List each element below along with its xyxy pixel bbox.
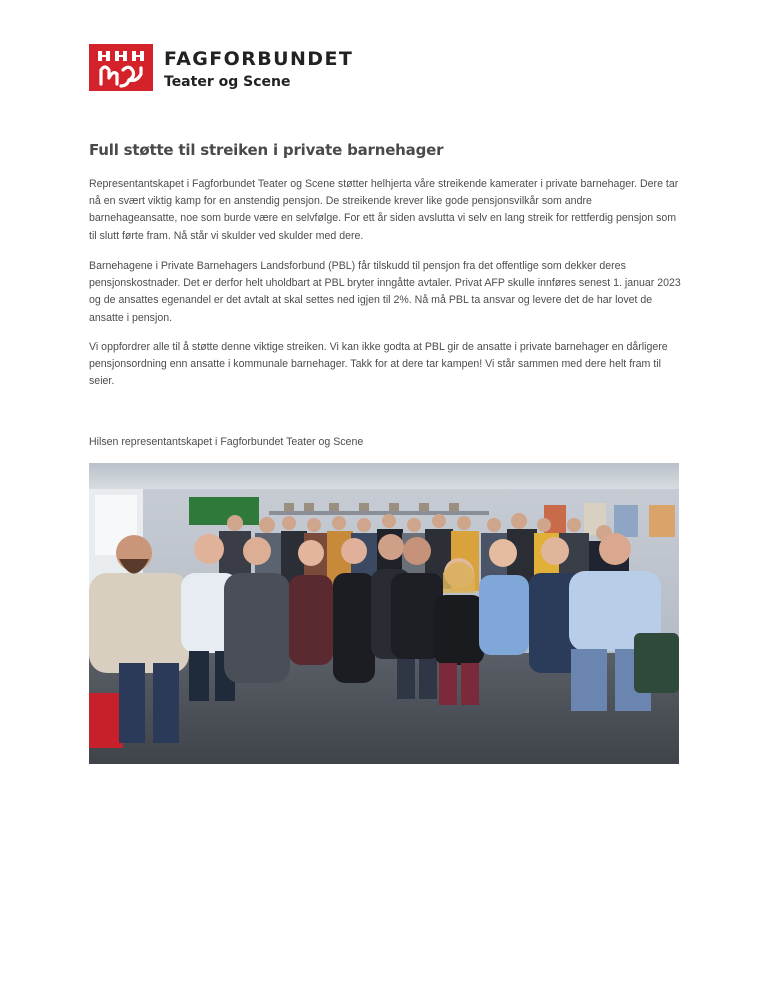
group-photo	[89, 463, 679, 764]
greeting: Hilsen representantskapet i Fagforbundet Teater og Scene	[89, 436, 364, 448]
paragraph-3: Vi oppfordrer alle til å støtte denne viktige streiken. Vi kan ikke godta at PBL gir de ansatte i private barnehager en dårligere pensjonsordning enn ansatte i kommunale barnehager. Takk for at dere tar kampen! Vi står sammen med dere helt fram til seier.	[89, 341, 668, 388]
fagforbundet-emblem-icon	[89, 44, 153, 91]
logo-name: FAGFORBUNDET	[164, 48, 354, 70]
article-title: Full støtte til streiken i private barnehager	[89, 141, 444, 159]
fagforbundet-logo	[89, 44, 353, 91]
paragraph-2: Barnehagene i Private Barnehagers Landsforbund (PBL) får tilskudd til pensjon fra det offentlige som dekker deres pensjonskostnader. Det er derfor helt uholdbart at PBL bryter inngåtte avtaler. Privat AFP skulle innføres senest 1. januar 2023 og de ansattes egenandel er det avtalt at skal settes ned igjen til 2%. Nå må PBL ta ansvar og levere det de har lovet de ansatte i pensjon.	[89, 260, 681, 324]
logo-subtitle: Teater og Scene	[164, 74, 291, 90]
paragraph-1: Representantskapet i Fagforbundet Teater og Scene støtter helhjerta våre streikende kamerater i private barnehager. Dere tar nå en svært viktig kamp for en anstendig pensjon. De streikende krever like gode pensjonsvilkår som andre barnehageansatte, noe som burde være en selvfølge. For ett år siden avslutta vi selv en lang streik for rettferdig pensjon som til slutt førte fram. Nå står vi skulder ved skulder med dere.	[89, 178, 679, 242]
